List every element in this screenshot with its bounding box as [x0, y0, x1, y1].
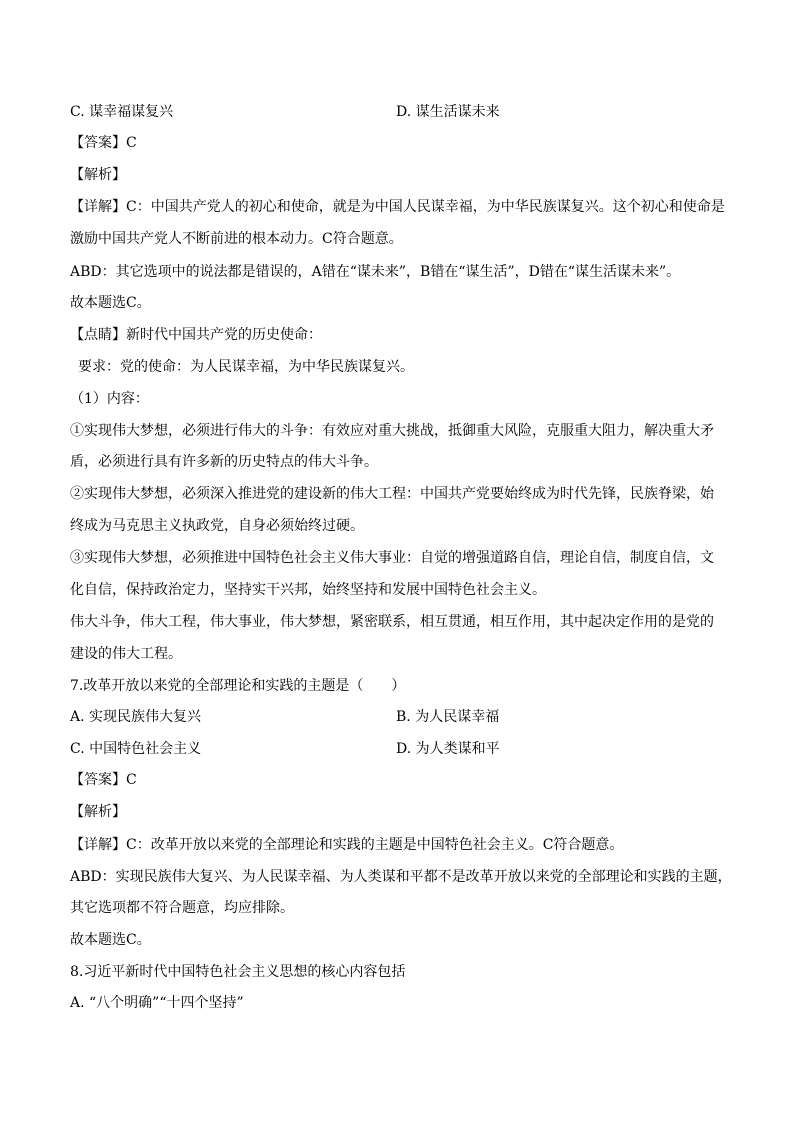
- q6-tip-summary-line-1: 伟大斗争，伟大工程，伟大事业，伟大梦想，紧密联系，相互贯通，相互作用，其中起决定作用的是党的: [70, 614, 714, 630]
- q6-tip-point-1-line-2: 盾，必须进行具有许多新的历史特点的伟大斗争。: [70, 454, 378, 470]
- q6-tip-heading: 【点睛】新时代中国共产党的历史使命：: [70, 327, 322, 343]
- q6-detail-line-4: 故本题选C。: [70, 295, 151, 311]
- q6-option-d: D. 谋生活谋未来: [396, 104, 500, 120]
- q8-stem: 8.习近平新时代中国特色社会主义思想的核心内容包括: [70, 964, 406, 980]
- q6-detail-line-3: ABD：其它选项中的说法都是错误的，A错在“谋未来”，B错在“谋生活”，D错在“谋生活谋未来”。: [70, 264, 681, 280]
- q6-tip-point-1-line-1: ①实现伟大梦想，必须进行伟大的斗争：有效应对重大挑战，抵御重大风险，克服重大阻力，解决重大矛: [70, 423, 714, 439]
- q6-detail-line-1: 【详解】C：中国共产党人的初心和使命，就是为中国人民谋幸福，为中华民族谋复兴。这个初心和使命是: [70, 199, 725, 215]
- q6-option-c: C. 谋幸福谋复兴: [70, 104, 174, 120]
- q6-tip-summary-line-2: 建设的伟大工程。: [70, 646, 182, 662]
- q7-option-a: A. 实现民族伟大复兴: [70, 709, 202, 725]
- q6-tip-requirement: 要求：党的使命：为人民谋幸福，为中华民族谋复兴。: [78, 359, 414, 375]
- q8-option-a: A. “八个明确”“十四个坚持”: [70, 995, 244, 1011]
- q7-detail-line-2: ABD：实现民族伟大复兴、为人民谋幸福、为人类谋和平都不是改革开放以来党的全部理论和实践的主题，: [70, 869, 732, 885]
- q6-tip-point-2-line-2: 终成为马克思主义执政党，自身必须始终过硬。: [70, 518, 364, 534]
- q6-tip-content-label: （1）内容：: [70, 391, 149, 407]
- q7-stem: 7.改革开放以来党的全部理论和实践的主题是（ ）: [70, 678, 406, 694]
- q7-analysis-heading: 【解析】: [70, 804, 126, 820]
- q7-detail-line-4: 故本题选C。: [70, 932, 151, 948]
- q7-option-b: B. 为人民谋幸福: [396, 709, 500, 725]
- q7-answer: 【答案】C: [70, 772, 137, 788]
- q7-option-d: D. 为人类谋和平: [396, 741, 500, 757]
- q6-tip-point-2-line-1: ②实现伟大梦想，必须深入推进党的建设新的伟大工程：中国共产党要始终成为时代先锋，民族脊梁，始: [70, 486, 714, 502]
- q7-option-c: C. 中国特色社会主义: [70, 741, 202, 757]
- q6-analysis-heading: 【解析】: [70, 167, 126, 183]
- q7-detail-line-1: 【详解】C：改革开放以来党的全部理论和实践的主题是中国特色社会主义。C符合题意。: [70, 837, 624, 853]
- q6-detail-line-2: 激励中国共产党人不断前进的根本动力。C符合题意。: [70, 231, 403, 247]
- q6-tip-point-3-line-2: 化自信，保持政治定力，坚持实干兴邦，始终坚持和发展中国特色社会主义。: [70, 582, 546, 598]
- q6-tip-point-3-line-1: ③实现伟大梦想，必须推进中国特色社会主义伟大事业：自觉的增强道路自信，理论自信，制度自信，文: [70, 550, 714, 566]
- q7-detail-line-3: 其它选项都不符合题意，均应排除。: [70, 900, 294, 916]
- q6-answer: 【答案】C: [70, 135, 137, 151]
